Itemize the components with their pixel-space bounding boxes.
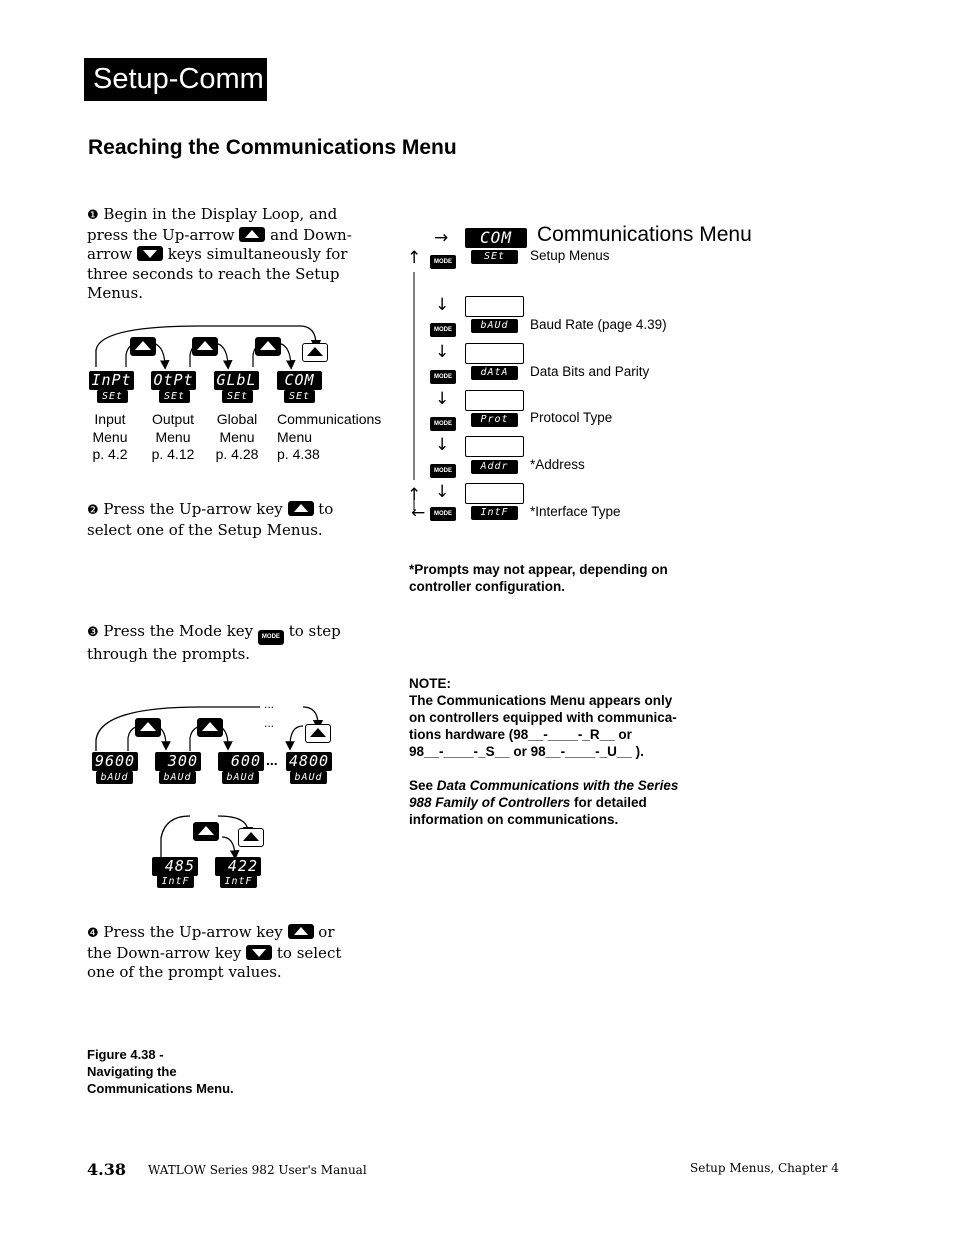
- note-block: NOTE: The Communications Menu appears only on controllers equipped with communica- tions hardware (98__-____-_R__ or 98__-____-_S__ or 98__-____-_U__ ). See Data Communications with the Series 988 Family of Controllers for detailed information on communications.: [409, 676, 679, 827]
- value-display-box: [465, 390, 524, 411]
- page-number: 4.38: [87, 1160, 126, 1179]
- caption-output-menu: Output Menu p. 4.12: [151, 411, 195, 462]
- chapter-label: Setup Menus, Chapter 4: [690, 1161, 839, 1175]
- down-arrow-icon: ↓: [435, 342, 450, 362]
- caption-global-menu: Global Menu p. 4.28: [215, 411, 259, 462]
- display-interface-value: 485: [152, 857, 198, 876]
- prompt-label: *Address: [530, 457, 585, 472]
- mode-key-icon: MODE: [430, 255, 456, 269]
- display-prompt-data: dAtA: [471, 366, 518, 380]
- display-set: SEt: [222, 390, 253, 403]
- display-set: SEt: [284, 390, 315, 403]
- mode-key-icon: MODE: [430, 417, 456, 431]
- display-baud: bAUd: [290, 771, 327, 784]
- value-display-box: [465, 343, 524, 364]
- manual-name: WATLOW Series 982 User's Manual: [148, 1163, 367, 1177]
- display-interface: IntF: [157, 875, 194, 888]
- display-set: SEt: [97, 390, 128, 403]
- comm-menu-title: Communications Menu: [537, 223, 752, 246]
- ellipsis: ...: [264, 716, 275, 730]
- prompt-label: Setup Menus: [530, 248, 610, 263]
- mode-key-icon: MODE: [430, 507, 456, 521]
- display-baud: bAUd: [222, 771, 259, 784]
- reference-title: Data Communications with the Series: [436, 778, 679, 793]
- step-number: ❷: [87, 503, 99, 518]
- left-arrow-icon: ←: [411, 503, 426, 523]
- caption-input-menu: Input Menu p. 4.2: [92, 411, 128, 462]
- display-output-menu: OtPt: [151, 371, 196, 390]
- display-comm-menu: COM: [277, 371, 322, 390]
- prompt-label: *Interface Type: [530, 504, 621, 519]
- prompts-footnote: *Prompts may not appear, depending on controller configuration.: [409, 562, 668, 594]
- down-arrow-icon: ↓: [435, 435, 450, 455]
- right-arrow-icon: →: [434, 228, 449, 248]
- down-arrow-icon: ↓: [435, 389, 450, 409]
- step-number: ❹: [87, 926, 99, 941]
- reference-title: 988 Family of Controllers: [409, 795, 571, 810]
- display-prompt-intf: IntF: [471, 506, 518, 520]
- display-baud-value: 9600: [92, 752, 138, 771]
- mode-key-icon: MODE: [430, 323, 456, 337]
- display-baud: bAUd: [96, 771, 133, 784]
- ellipsis: ...: [264, 697, 275, 711]
- display-interface: IntF: [220, 875, 257, 888]
- display-prompt-prot: Prot: [471, 413, 518, 427]
- page-title: Setup-Comm: [84, 58, 267, 101]
- step-number: ❸: [87, 625, 99, 640]
- step-2-text: ❷ Press the Up-arrow key to select one of the Setup Menus.: [87, 500, 334, 539]
- up-arrow-icon: ↑: [407, 248, 422, 268]
- step-4-text: ❹ Press the Up-arrow key or the Down-arrow key to select one of the prompt values.: [87, 923, 342, 981]
- mode-key-icon: MODE: [258, 630, 284, 645]
- prompt-label: Baud Rate (page 4.39): [530, 317, 667, 332]
- down-arrow-icon: ↓: [435, 295, 450, 315]
- caption-comm-menu: Communications Menu p. 4.38: [277, 411, 382, 462]
- up-arrow-icon: ↑: [407, 485, 422, 505]
- display-global-menu: GLbL: [214, 371, 259, 390]
- display-prompt-set: SEt: [471, 250, 518, 264]
- mode-key-icon: MODE: [430, 370, 456, 384]
- display-baud: bAUd: [159, 771, 196, 784]
- value-display-box: [465, 483, 524, 504]
- mode-key-icon: MODE: [430, 464, 456, 478]
- section-heading: Reaching the Communications Menu: [88, 136, 457, 159]
- step-1-text: ❶ Begin in the Display Loop, and press the Up-arrow and Down-arrow keys simultaneously for three seconds to reach the Setup Menus.: [87, 205, 352, 302]
- display-baud-value: 600: [218, 752, 264, 771]
- display-comm-title: COM: [465, 228, 527, 248]
- value-display-box: [465, 436, 524, 457]
- display-baud-value: 300: [155, 752, 201, 771]
- display-interface-value: 422: [215, 857, 261, 876]
- prompt-label: Data Bits and Parity: [530, 364, 650, 379]
- display-input-menu: InPt: [89, 371, 134, 390]
- step-number: ❶: [87, 208, 99, 223]
- step-3-text: ❸ Press the Mode key MODE to step through the prompts.: [87, 622, 341, 663]
- value-display-box: [465, 296, 524, 317]
- display-prompt-addr: Addr: [471, 460, 518, 474]
- ellipsis: ...: [266, 752, 278, 768]
- prompt-label: Protocol Type: [530, 410, 613, 425]
- figure-caption: Figure 4.38 - Navigating the Communications Menu.: [87, 1047, 234, 1096]
- down-arrow-icon: ↓: [435, 482, 450, 502]
- display-set: SEt: [159, 390, 190, 403]
- display-baud-value: 4800: [286, 752, 332, 771]
- display-prompt-baud: bAUd: [471, 319, 518, 333]
